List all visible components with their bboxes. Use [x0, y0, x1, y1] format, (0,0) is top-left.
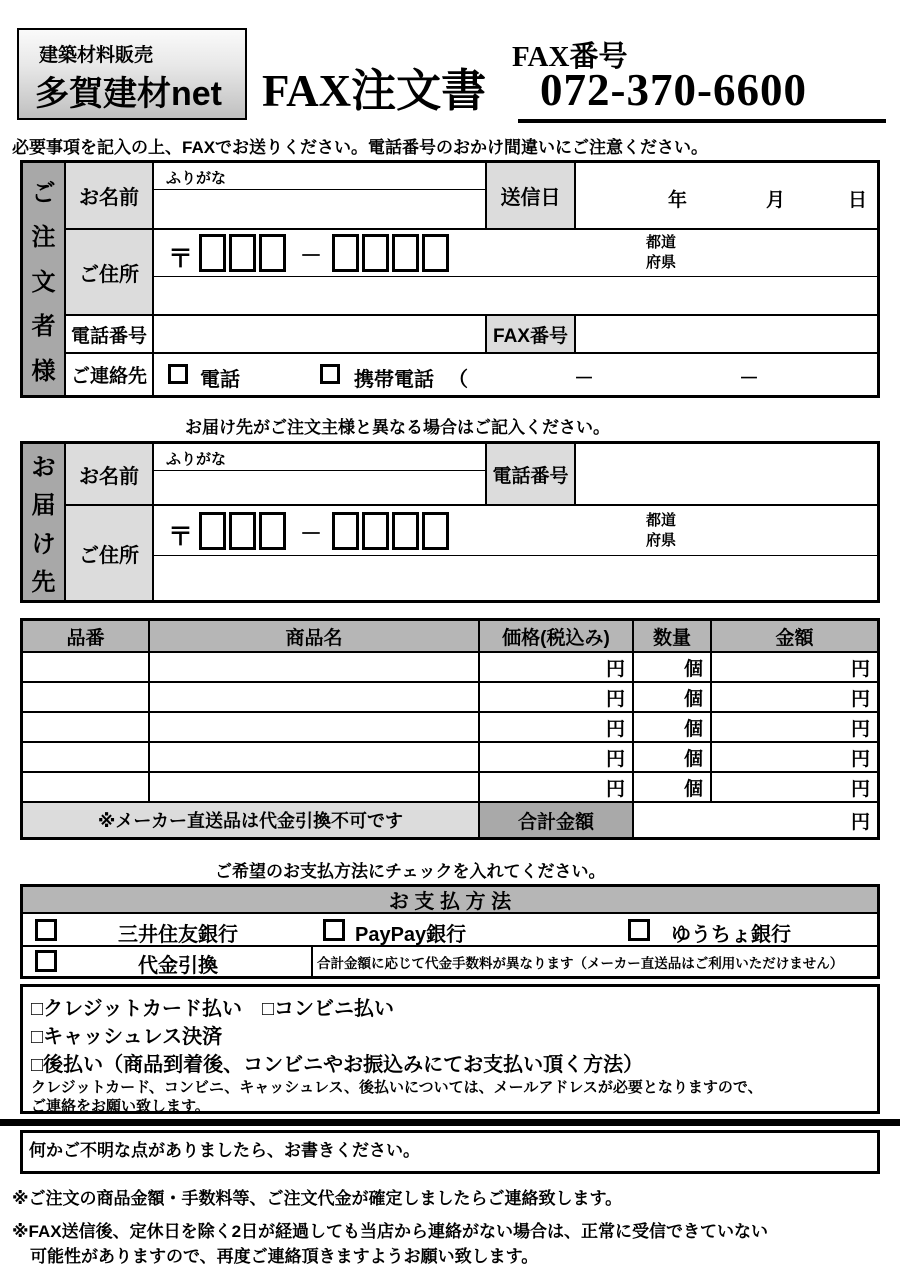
- contact-phone-label: 電話: [200, 369, 240, 391]
- col-header-qty: 数量: [634, 621, 712, 653]
- product-field[interactable]: [150, 743, 480, 773]
- bank1-label: 三井住友銀行: [118, 924, 238, 946]
- bank1-checkbox[interactable]: [35, 919, 57, 941]
- postal-digit-box[interactable]: [392, 234, 419, 272]
- item-no-field[interactable]: [23, 713, 150, 743]
- orderer-phone-field[interactable]: [154, 316, 487, 354]
- fax-number-value: 072-370-6600: [540, 65, 807, 115]
- footnote-2-continued: 可能性がありますので、再度ご連絡頂きますようお願い致します。: [30, 1247, 539, 1266]
- footnote-1: ※ご注文の商品金額・手数料等、ご注文代金が確定しましたらご連絡致します。: [12, 1189, 623, 1208]
- deferred-option[interactable]: □後払い（商品到着後、コンビニやお振込みにてお支払い頂く方法）: [31, 1054, 644, 1076]
- amount-field[interactable]: 円: [712, 743, 877, 773]
- other-payment-box: [20, 984, 880, 1114]
- form-title: FAX注文書: [262, 66, 487, 116]
- direct-ship-note: ※メーカー直送品は代金引換不可です: [23, 803, 480, 837]
- send-date-field[interactable]: [576, 163, 877, 230]
- shipping-street-field[interactable]: [154, 556, 877, 600]
- send-date-day: 日: [848, 190, 868, 211]
- shipping-address-label: ご住所: [66, 506, 154, 600]
- contact-paren: （: [448, 369, 468, 391]
- shipping-note: お届け先がご注文主様と異なる場合はご記入ください。: [185, 418, 610, 437]
- payment-table: [20, 884, 880, 979]
- orderer-fax-label: FAX番号: [487, 316, 576, 354]
- qty-field[interactable]: 個: [634, 743, 712, 773]
- product-field[interactable]: [150, 683, 480, 713]
- comments-label: 何かご不明な点がありましたら、お書きください。: [29, 1141, 420, 1160]
- footnote-2: ※FAX送信後、定休日を除く2日が経過しても当店から連絡がない場合は、正常に受信できていない: [12, 1222, 769, 1241]
- orderer-phone-label: 電話番号: [66, 316, 154, 354]
- col-header-product: 商品名: [150, 621, 480, 653]
- contact-phone-checkbox[interactable]: [168, 364, 188, 384]
- logo-tagline: 建築材料販売: [39, 45, 154, 66]
- col-header-amount: 金額: [712, 621, 877, 653]
- product-field[interactable]: [150, 713, 480, 743]
- item-no-field[interactable]: [23, 653, 150, 683]
- postal-digit-box[interactable]: [332, 512, 359, 550]
- amount-field[interactable]: 円: [712, 713, 877, 743]
- payment-method-header: お 支 払 方 法: [23, 887, 877, 914]
- bank2-checkbox[interactable]: [323, 919, 345, 941]
- contact-mobile-checkbox[interactable]: [320, 364, 340, 384]
- postal-mark: 〒: [168, 245, 194, 273]
- cod-fee-note: 合計金額に応じて代金手数料が異なります（メーカー直送品はご利用いただけません）: [317, 955, 844, 971]
- qty-field[interactable]: 個: [634, 683, 712, 713]
- shipping-side-label: お 届 け 先: [23, 444, 66, 600]
- orderer-table: [20, 160, 880, 398]
- orderer-fax-field[interactable]: [576, 316, 877, 354]
- cod-option-cell: [23, 947, 313, 976]
- send-date-year: 年: [668, 190, 688, 211]
- item-no-field[interactable]: [23, 743, 150, 773]
- contact-dash-1: －: [574, 368, 594, 390]
- orderer-name-label: お名前: [66, 163, 154, 230]
- qty-field[interactable]: 個: [634, 773, 712, 803]
- shipping-name-label: お名前: [66, 444, 154, 506]
- cod-label: 代金引換: [138, 955, 218, 976]
- cod-checkbox[interactable]: [35, 950, 57, 972]
- shipping-furigana-field[interactable]: [154, 444, 487, 471]
- orderer-furigana-label: ふりがな: [166, 170, 227, 187]
- bank-options-row: [23, 914, 877, 947]
- form-instruction: 必要事項を記入の上、FAXでお送りください。電話番号のおかけ間違いにご注意ください。: [12, 138, 709, 157]
- orderer-furigana-field[interactable]: [154, 163, 487, 190]
- item-no-field[interactable]: [23, 773, 150, 803]
- postal-digit-box[interactable]: [332, 234, 359, 272]
- postal-digit-box[interactable]: [392, 512, 419, 550]
- send-date-label: 送信日: [487, 163, 576, 230]
- shop-logo: [17, 28, 247, 120]
- send-date-month: 月: [766, 190, 786, 211]
- product-field[interactable]: [150, 773, 480, 803]
- orderer-address-label: ご住所: [66, 230, 154, 316]
- email-note-line2: ご連絡をお願い致します。: [31, 1098, 210, 1115]
- orderer-name-field[interactable]: [154, 190, 487, 230]
- comments-box[interactable]: [20, 1130, 880, 1174]
- postal-digit-box[interactable]: [362, 234, 389, 272]
- postal-digit-box[interactable]: [259, 512, 286, 550]
- total-amount-field[interactable]: 円: [850, 811, 870, 833]
- cashless-option[interactable]: □キャッシュレス決済: [31, 1026, 223, 1048]
- shipping-name-field[interactable]: [154, 471, 487, 506]
- postal-digit-box[interactable]: [199, 512, 226, 550]
- shipping-table: [20, 441, 880, 603]
- product-field[interactable]: [150, 653, 480, 683]
- credit-conbini-option[interactable]: □クレジットカード払い □コンビニ払い: [31, 998, 395, 1020]
- shipping-postal-row[interactable]: [154, 506, 877, 556]
- amount-field[interactable]: 円: [712, 683, 877, 713]
- orderer-side-label: ご 注 文 者 様: [23, 163, 66, 395]
- shipping-furigana-label: ふりがな: [166, 451, 227, 468]
- bank3-label: ゆうちょ銀行: [671, 924, 791, 946]
- bank2-label: PayPay銀行: [355, 924, 467, 946]
- item-no-field[interactable]: [23, 683, 150, 713]
- payment-prompt: ご希望のお支払方法にチェックを入れてください。: [215, 862, 606, 881]
- shipping-phone-label: 電話番号: [487, 444, 576, 506]
- postal-digit-box[interactable]: [199, 234, 226, 272]
- qty-field[interactable]: 個: [634, 653, 712, 683]
- contact-dash-2: －: [739, 368, 759, 390]
- section-divider-bar: [0, 1119, 900, 1126]
- postal-digit-box[interactable]: [422, 234, 449, 272]
- contact-mobile-label: 携帯電話: [354, 369, 434, 391]
- contact-pref-label: ご連絡先: [66, 354, 154, 395]
- items-table: [20, 618, 880, 840]
- price-field[interactable]: 円: [480, 683, 634, 713]
- col-header-item-no: 品番: [23, 621, 150, 653]
- prefecture-label: 都道 府県: [646, 512, 677, 550]
- col-header-price: 価格(税込み): [480, 621, 634, 653]
- qty-field[interactable]: 個: [634, 713, 712, 743]
- amount-field[interactable]: 円: [712, 773, 877, 803]
- bank3-checkbox[interactable]: [628, 919, 650, 941]
- price-field[interactable]: 円: [480, 713, 634, 743]
- postal-mark: 〒: [168, 523, 194, 551]
- price-field[interactable]: 円: [480, 743, 634, 773]
- fax-number-label: FAX番号: [512, 41, 628, 73]
- fax-number-underline: [518, 119, 886, 123]
- postal-digit-box[interactable]: [229, 512, 256, 550]
- postal-dash: －: [300, 521, 323, 546]
- contact-pref-row: [154, 354, 877, 395]
- orderer-postal-row[interactable]: [154, 230, 877, 277]
- price-field[interactable]: 円: [480, 773, 634, 803]
- logo-shop-name: 多賀建材net: [35, 75, 222, 113]
- amount-field[interactable]: 円: [712, 653, 877, 683]
- postal-digit-box[interactable]: [259, 234, 286, 272]
- orderer-street-field[interactable]: [154, 277, 877, 316]
- total-label: 合計金額: [480, 803, 634, 837]
- postal-dash: －: [300, 243, 323, 268]
- postal-digit-box[interactable]: [422, 512, 449, 550]
- email-note-line1: クレジットカード、コンビニ、キャッシュレス、後払いについては、メールアドレスが必要となりますので、: [31, 1079, 763, 1096]
- prefecture-label: 都道 府県: [646, 234, 677, 272]
- postal-digit-box[interactable]: [362, 512, 389, 550]
- price-field[interactable]: 円: [480, 653, 634, 683]
- postal-digit-box[interactable]: [229, 234, 256, 272]
- shipping-phone-field[interactable]: [576, 444, 877, 506]
